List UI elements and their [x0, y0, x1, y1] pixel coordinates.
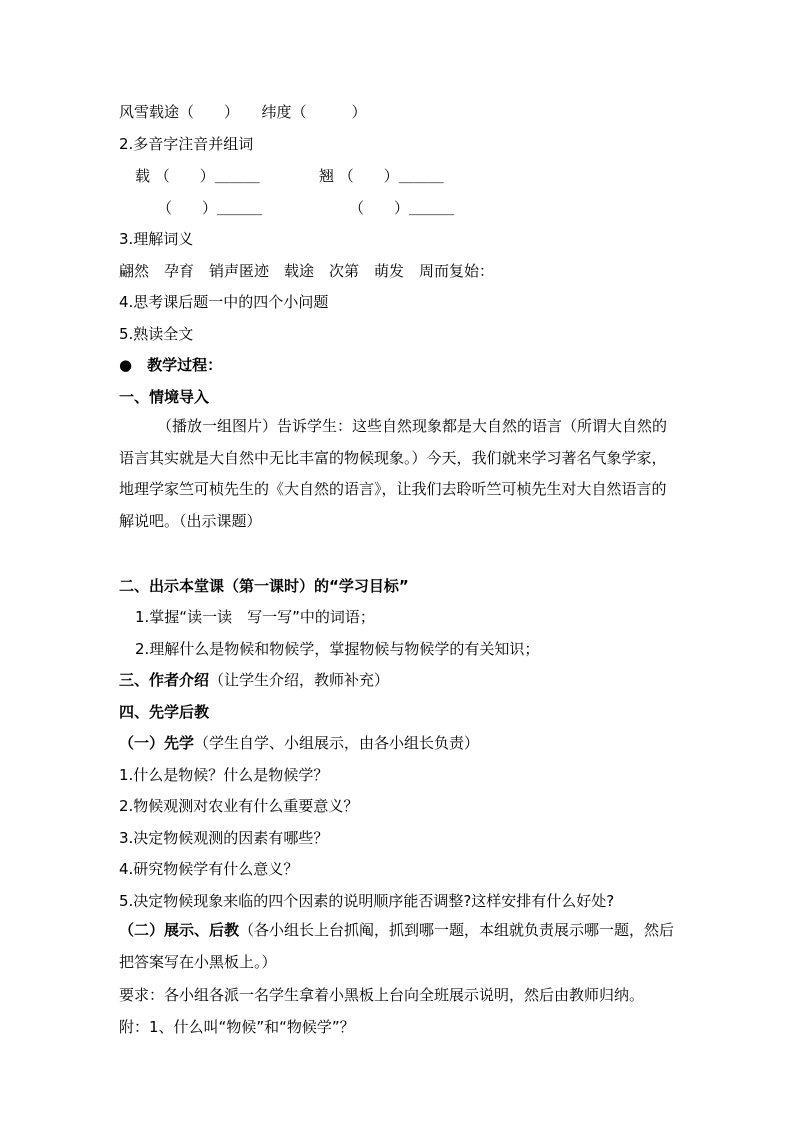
vocab-line: 风雪载途（ ） 纬度（ ） [119, 103, 367, 121]
question-1: 1.什么是物候？什么是物候学？ [119, 766, 329, 784]
task-4: 4.思考课后题一中的四个小问题 [119, 293, 329, 311]
subheading-learn [119, 733, 479, 753]
intro-paragraph-text: （播放一组图片）告诉学生：这些自然现象都是大自然的语言（所谓大自然的语言其实就是大自然中无比丰富的物候现象。）今天，我们就来学习著名气象学家，地理学家竺可桢先生的《大自然的语言》，让我们去聆听竺可桢先生对大自然语言的解说吧。（出示课题） [119, 417, 668, 530]
heading-author [119, 670, 389, 690]
polyphone-zai: 载 （ ）＿＿＿ [135, 167, 260, 185]
show-teach-text: （各小组长上台抓阄，抓到哪一题，本组就负责展示哪一题，然后把答案写在小黑板上。） [119, 921, 675, 971]
heading-intro: 一、情境导入 [119, 388, 210, 406]
polyphone-zai-2: （ ）＿＿＿ [157, 199, 263, 217]
heading-author-note: （让学生介绍，教师补充） [209, 671, 390, 689]
heading-objectives: 二、出示本堂课（第一课时）的“学习目标” [119, 577, 409, 595]
polyphone-qiao: 翘 （ ）＿＿＿ [319, 167, 444, 185]
polyphone-qiao-2: （ ）＿＿＿ [349, 199, 455, 217]
objective-1: 1.掌握“读一读 写一写”中的词语； [135, 608, 375, 626]
section-heading-vocab: 3.理解词义 [119, 230, 194, 248]
question-2: 2.物候观测对农业有什么重要意义？ [119, 797, 359, 815]
requirement-line: 要求：各小组各派一名学生拿着小黑板上台向全班展示说明，然后由教师归纳。 [119, 986, 645, 1004]
question-4: 4.研究物候学有什么意义？ [119, 860, 299, 878]
vocab-list: 翩然 孕育 销声匿迹 载途 次第 萌发 周而复始： [119, 262, 495, 280]
heading-teaching-process: ● 教学过程： [119, 356, 223, 374]
heading-author-bold: 三、作者介绍 [119, 671, 210, 689]
intro-paragraph [119, 411, 679, 537]
show-teach-bold: （二）展示、后教 [119, 921, 240, 939]
subheading-learn-bold: （一）先学 [119, 734, 195, 752]
subheading-learn-note: （学生自学、小组展示，由各小组长负责） [194, 734, 480, 752]
task-5: 5.熟读全文 [119, 325, 194, 343]
show-teach-paragraph [119, 915, 679, 978]
objective-2: 2.理解什么是物候和物候学，掌握物候与物候学的有关知识； [135, 640, 540, 658]
appendix-line: 附：1、什么叫“物候”和“物候学”？ [119, 1018, 355, 1036]
question-3: 3.决定物候观测的因素有哪些？ [119, 829, 329, 847]
question-5: 5.决定物候现象来临的四个因素的说明顺序能否调整?这样安排有什么好处? [119, 892, 615, 910]
section-heading-polyphone: 2.多音字注音并组词 [119, 135, 254, 153]
heading-learn-first: 四、先学后教 [119, 703, 210, 721]
